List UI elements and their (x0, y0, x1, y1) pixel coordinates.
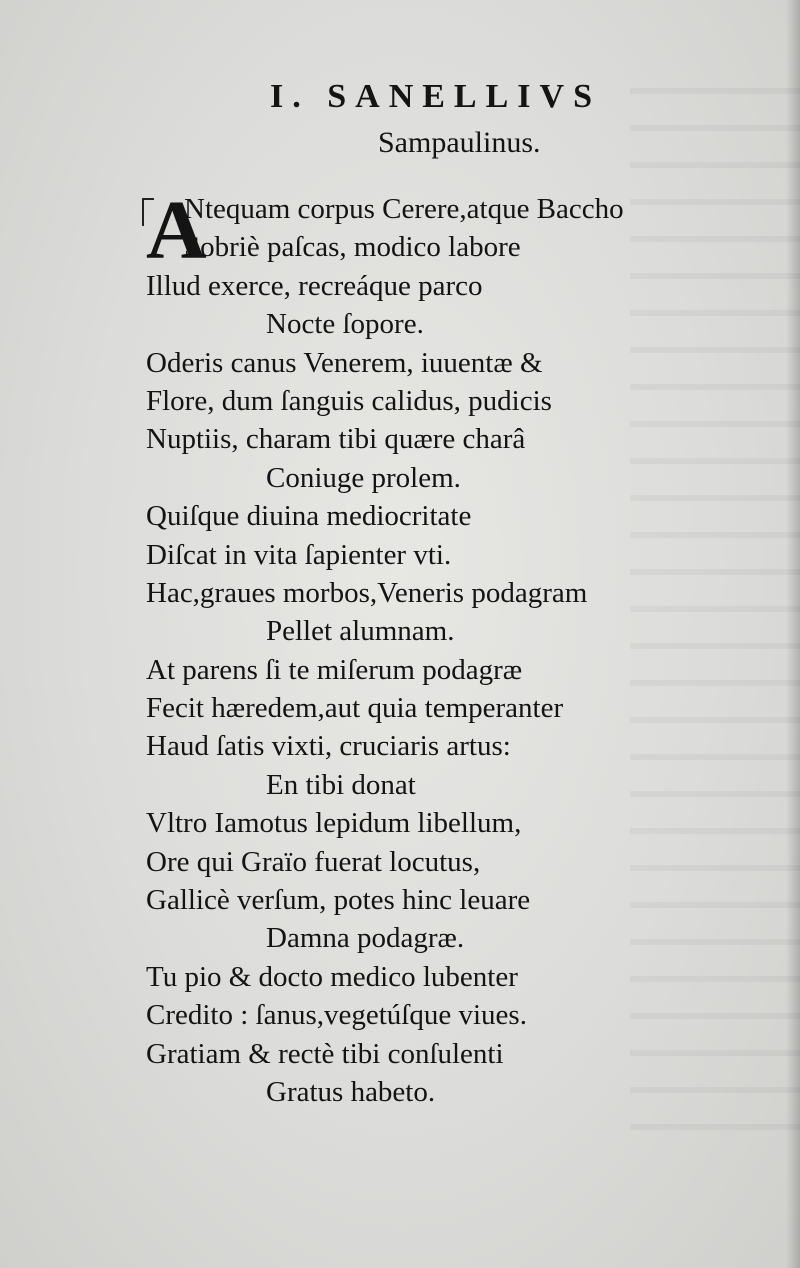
poem-line: At parens ſi te miſerum podagræ (146, 653, 523, 686)
poem-line: Oderis canus Venerem, iuuentæ & (146, 346, 543, 379)
poem-line: Ore qui Graïo fuerat locutus, (146, 845, 481, 878)
poem-line: Damna podagræ. (266, 922, 465, 955)
poem-line: Ntequam corpus Cerere,atque Baccho (184, 193, 624, 225)
poem-line: Fecit hæredem,aut quia temperanter (146, 692, 564, 725)
poem-body (146, 184, 766, 1111)
poem-line: Gallicè verſum, potes hinc leuare (146, 884, 531, 917)
poem-line: Haud ſatis vixti, cruciaris artus: (146, 730, 511, 763)
poem-line: Credito : ſanus,vegetúſque viues. (146, 999, 527, 1032)
poem-line: Gratus habeto. (266, 1075, 436, 1108)
poem-line: Illud exerce, recreáque parco (146, 269, 483, 302)
poem-line: Pellet alumnam. (266, 615, 455, 648)
poem-line: Vltro Iamotus lepidum libellum, (146, 807, 522, 840)
poem-line: Hac,graues morbos,Veneris podagram (146, 576, 588, 609)
poem-line: Gratiam & rectè tibi conſulenti (146, 1037, 504, 1070)
poem-line: Nocte ſopore. (266, 308, 424, 341)
poem-line: En tibi donat (266, 768, 416, 801)
author-name: I. SANELLIVS (270, 78, 601, 115)
page-edge-shadow (786, 0, 800, 1268)
drop-cap: A (146, 184, 207, 277)
poem-line: Tu pio & docto medico lubenter (146, 960, 518, 993)
poem-line: Flore, dum ſanguis calidus, pudicis (146, 384, 552, 417)
poem-line: Nuptiis, charam tibi quære charâ (146, 423, 526, 456)
poem-line: Quiſque diuina mediocritate (146, 500, 472, 533)
poem-line: Sobriè paſcas, modico labore (184, 231, 521, 264)
author-subtitle: Sampaulinus. (378, 126, 541, 159)
poem-line: Coniuge prolem. (266, 461, 461, 494)
poem-line: Diſcat in vita ſapienter vti. (146, 538, 452, 571)
